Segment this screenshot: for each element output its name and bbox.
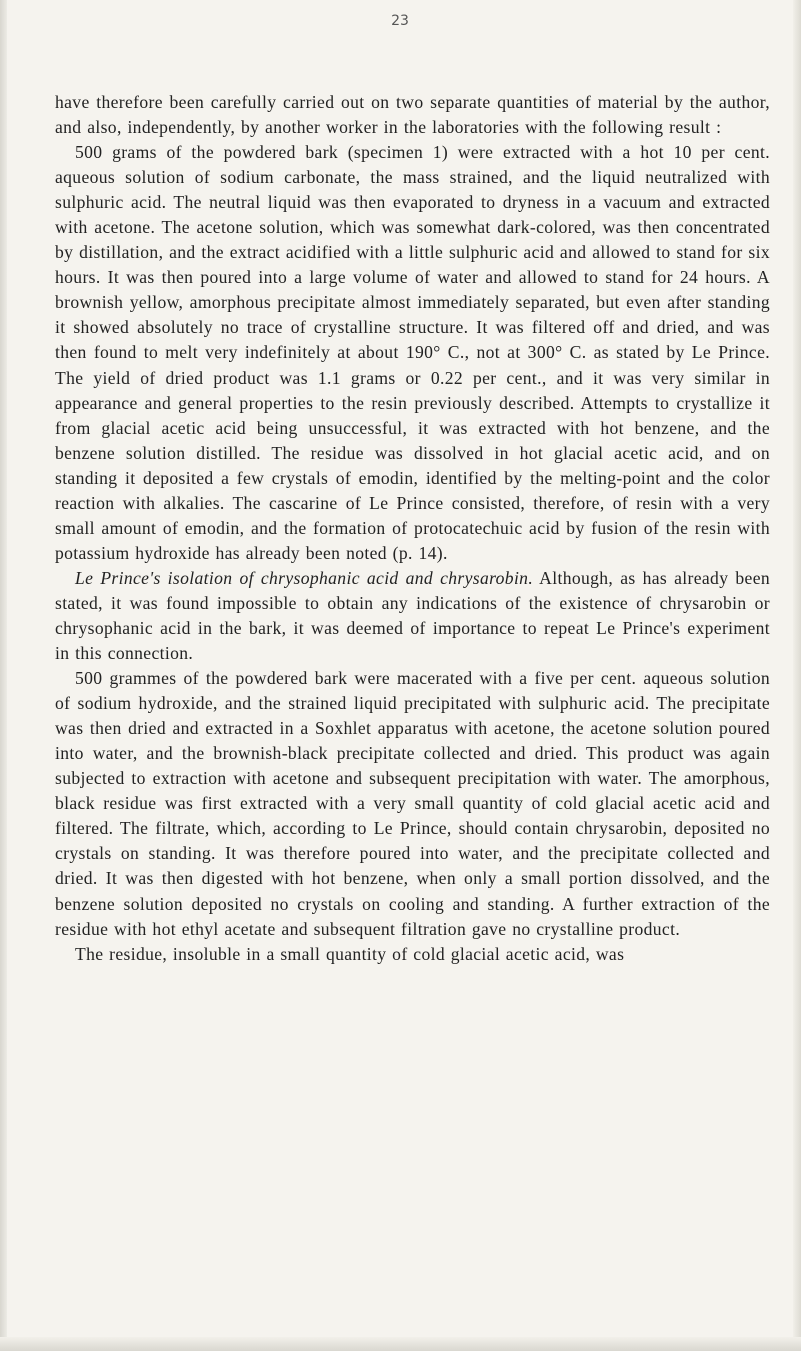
body-text <box>55 90 770 967</box>
paragraph-residue: The residue, insoluble in a small quantity of cold glacial acetic acid, was <box>75 943 625 964</box>
paragraph-extraction-method: 500 grams of the powdered bark (specimen 1) were extracted with a hot 10 per cent. aqueous solution of sodium carbonate, the mass strained, and the liquid neutralized with sulphuric acid. The neutral liquid was then evaporated to dryness in a vacuum and extracted with acetone. The acetone solution, which was somewhat dark-colored, was then concentrated by distillation, and the extract acidified with a little sulphuric acid and allowed to stand for six hours. It was then poured into a large volume of water and allowed to stand for 24 hours. A brownish yellow, amorphous precipitate almost immediately separated, but even after standing it showed absolutely no trace of crystalline structure. It was filtered off and dried, and was then found to melt very indefinitely at about 190° C., not at 300° C. as stated by Le Prince. The yield of dried product was 1.1 grams or 0.22 per cent., and it was very similar in appearance and general properties to the resin previously described. Attempts to crystallize it from glacial acetic acid being unsuccessful, it was extracted with hot benzene, and the benzene solution distilled. The residue was dissolved in hot glacial acetic acid, and on standing it deposited a few crystals of emodin, identified by the melting-point and the color reaction with alkalies. The cascarine of Le Prince consisted, therefore, of resin with a very small amount of emodin, and the formation of protocatechuic acid by fusion of the resin with potassium hydroxide has already been noted (p. 14). <box>55 142 770 563</box>
page-bottom-edge <box>0 1337 801 1351</box>
page-left-edge <box>0 0 7 1351</box>
page-number: 23 <box>391 13 409 29</box>
paragraph-continuation: have therefore been carefully carried out on two separate quantities of material by the author, and also, independently, by another worker in the laboratories with the following result : <box>55 92 770 138</box>
paragraph-le-prince-isolation <box>55 566 770 666</box>
page-right-edge <box>793 0 801 1351</box>
paragraph-maceration: 500 grammes of the powdered bark were macerated with a five per cent. aqueous solution of sodium hydroxide, and the strained liquid precipitated with sulphuric acid. The precipitate was then dried and extracted in a Soxhlet apparatus with acetone, the acetone solution poured into water, and the brownish-black precipitate collected and dried. This product was again subjected to extraction with acetone and subsequent precipitation with water. The amorphous, black residue was first extracted with a very small quantity of cold glacial acetic acid and filtered. The filtrate, which, according to Le Prince, should contain chrysarobin, deposited no crystals on standing. It was therefore poured into water, and the precipitate collected and dried. It was then digested with hot benzene, when only a small portion dissolved, and the benzene solution deposited no crystals on cooling and standing. A further extraction of the residue with hot ethyl acetate and subsequent filtration gave no crystalline product. <box>55 668 770 939</box>
subheading-body: Although, as has already been stated, it was found impossible to obtain any indications of the existence of chrysarobin or chrysophanic acid in the bark, it was deemed of importance to repeat Le Prince's experiment in this connection. <box>55 567 771 664</box>
section-subheading: Le Prince's isolation of chrysophanic acid and chrysarobin. <box>75 567 534 588</box>
